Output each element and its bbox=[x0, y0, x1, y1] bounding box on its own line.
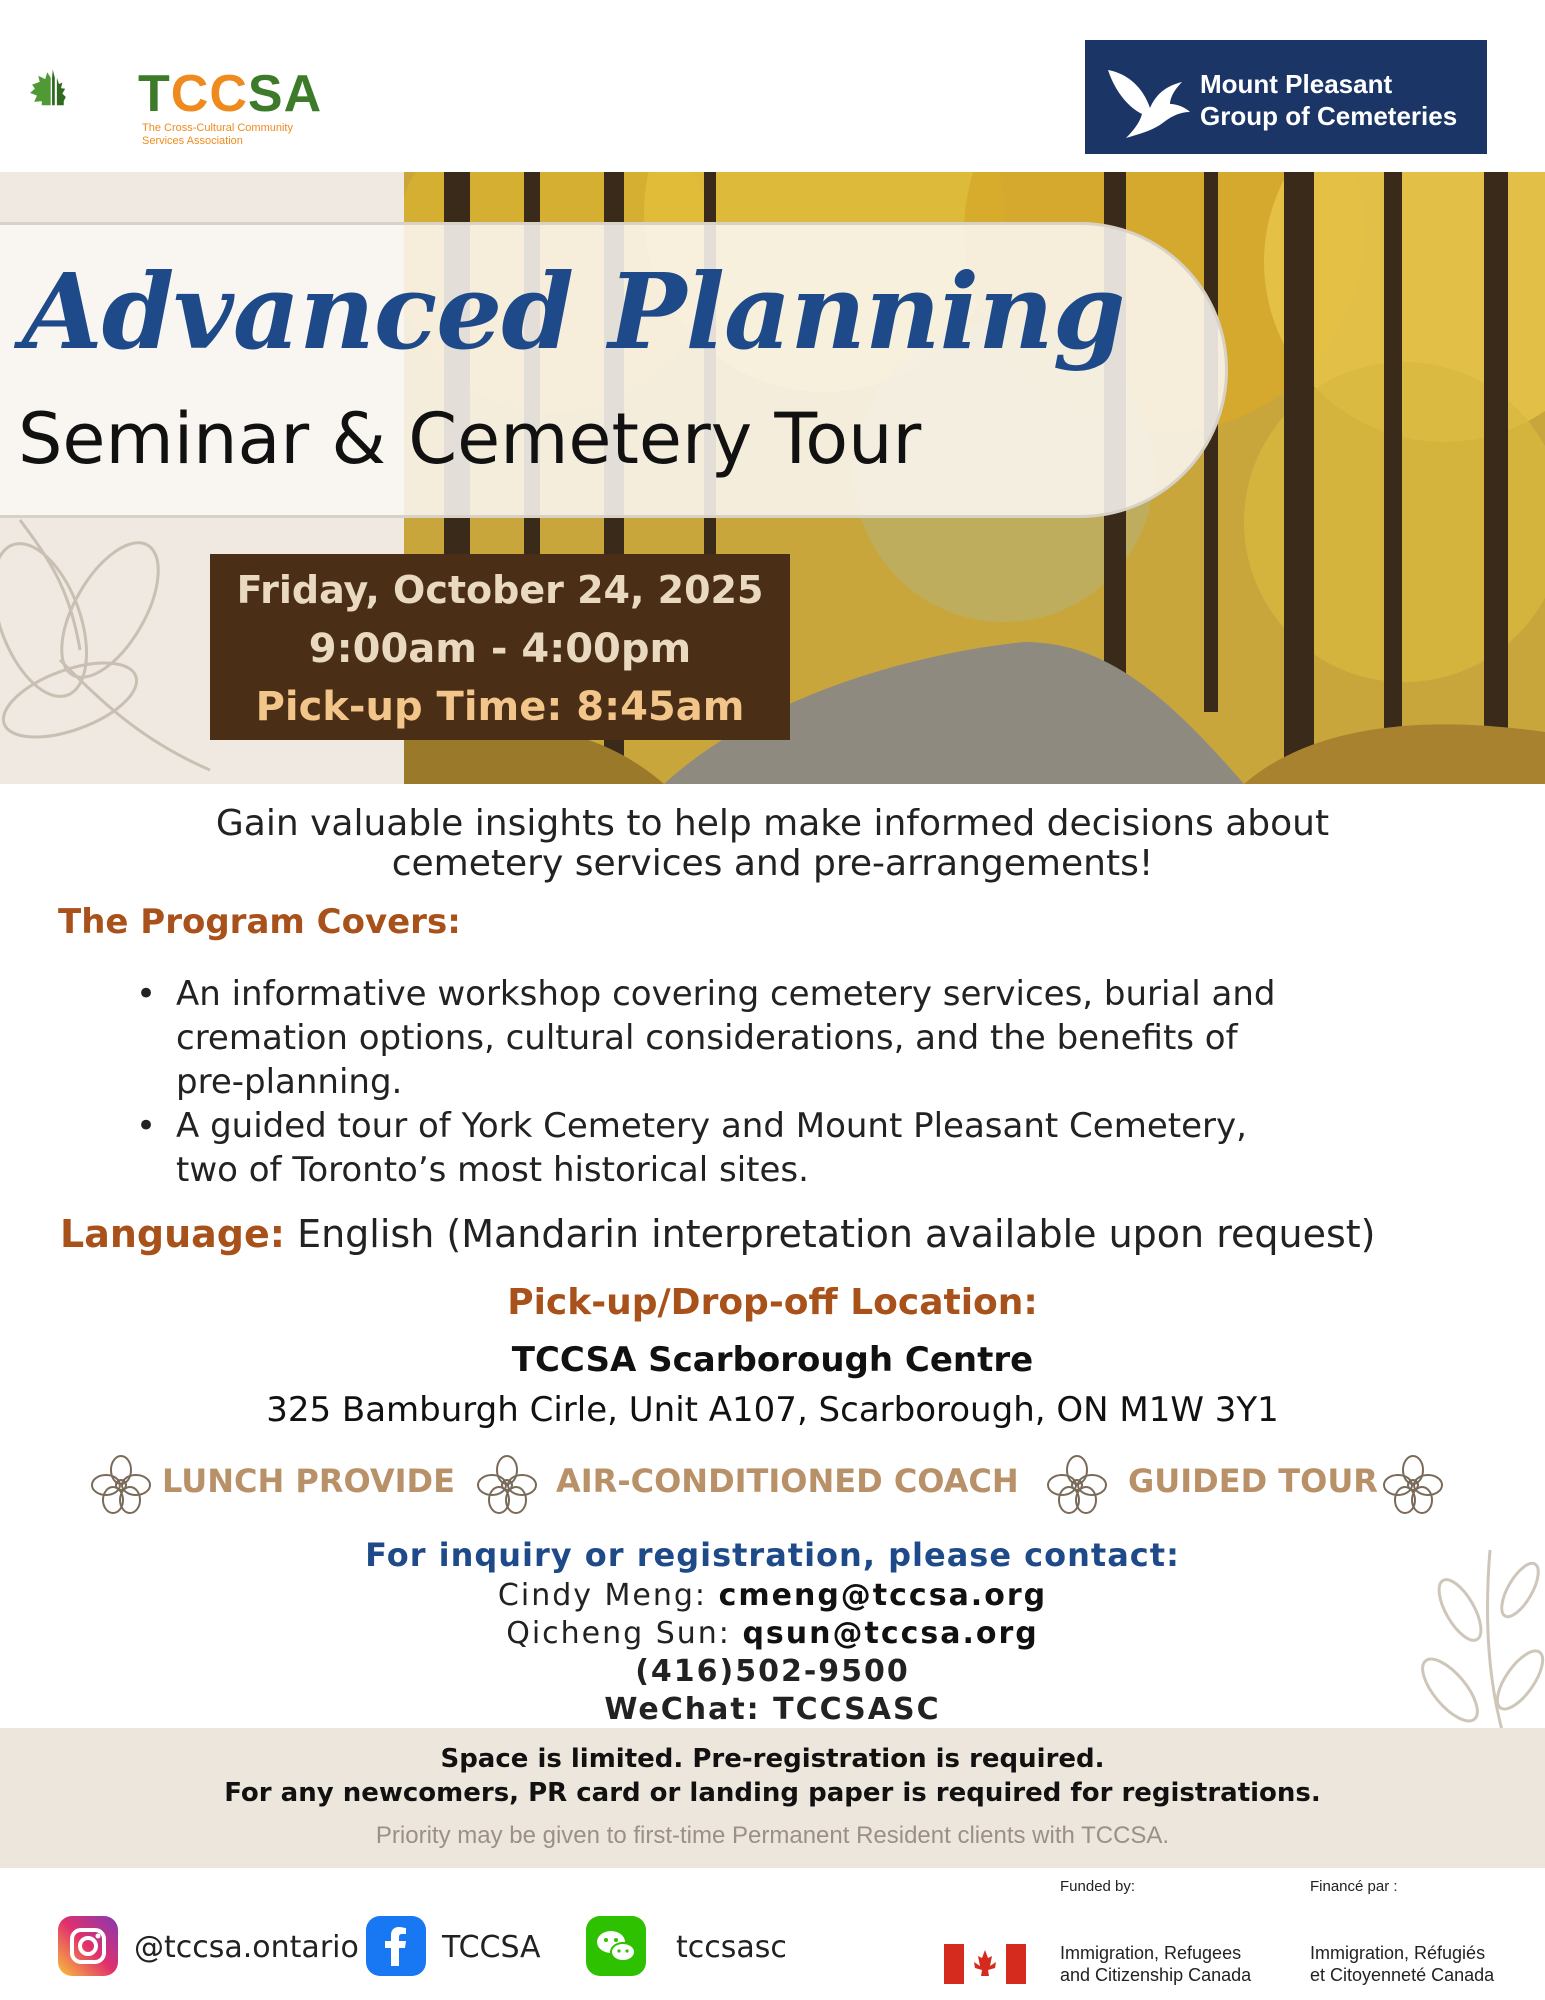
notice-line-1: Space is limited. Pre-registration is required. bbox=[440, 1744, 1105, 1774]
tccsa-subtitle: The Cross-Cultural Community Services Association bbox=[142, 122, 293, 147]
contact-phone[interactable]: (416)502-9500 bbox=[635, 1654, 910, 1689]
email-link[interactable]: qsun@tccsa.org bbox=[742, 1616, 1039, 1651]
event-time: 9:00am - 4:00pm bbox=[308, 626, 692, 672]
contact-heading: For inquiry or registration, please contact: bbox=[365, 1536, 1180, 1574]
contact-cindy: Cindy Meng: cmeng@tccsa.org bbox=[497, 1578, 1048, 1613]
location-address: 325 Bamburgh Cirle, Unit A107, Scarborough, ON M1W 3Y1 bbox=[266, 1390, 1279, 1430]
contact-qicheng: Qicheng Sun: qsun@tccsa.org bbox=[506, 1616, 1039, 1651]
tccsa-wordmark: TCCSA bbox=[138, 65, 323, 123]
notice-line-3: Priority may be given to first-time Permanent Resident clients with TCCSA. bbox=[375, 1822, 1170, 1849]
flower-illustration-icon bbox=[0, 500, 230, 780]
program-list bbox=[130, 972, 1460, 1192]
flower-icon bbox=[474, 1452, 540, 1518]
feature-lunch: LUNCH PROVIDE bbox=[162, 1462, 455, 1500]
funded-by-label: Funded by: bbox=[1060, 1878, 1136, 1895]
notice-line-2: For any newcomers, PR card or landing paper is required for registrations. bbox=[224, 1778, 1321, 1808]
wechat-icon[interactable] bbox=[586, 1916, 646, 1976]
event-title: Advanced Planning bbox=[22, 250, 1125, 373]
irc-french: Immigration, Réfugiés et Citoyenneté Canada bbox=[1310, 1943, 1495, 1985]
feature-coach: AIR-CONDITIONED COACH bbox=[556, 1462, 1019, 1500]
event-date: Friday, October 24, 2025 bbox=[236, 568, 764, 612]
pickup-time: Pick-up Time: 8:45am bbox=[255, 684, 745, 730]
facebook-icon[interactable] bbox=[366, 1916, 426, 1976]
intro-text: Gain valuable insights to help make informed decisions about cemetery services and pre-arrangements! bbox=[215, 803, 1330, 884]
dove-icon bbox=[1100, 50, 1195, 145]
language-line: Language: English (Mandarin interpretation available upon request) bbox=[60, 1212, 1376, 1256]
location-heading: Pick-up/Drop-off Location: bbox=[507, 1282, 1038, 1323]
flower-icon bbox=[1380, 1452, 1446, 1518]
feature-guided-tour: GUIDED TOUR bbox=[1128, 1462, 1378, 1500]
list-item: • A guided tour of York Cemetery and Mount Pleasant Cemetery, two of Toronto’s most historical sites. bbox=[136, 1106, 1247, 1190]
program-heading: The Program Covers: bbox=[58, 902, 461, 942]
tccsa-maple-leaf-icon bbox=[28, 26, 138, 146]
irc-english: Immigration, Refugees and Citizenship Canada bbox=[1060, 1943, 1252, 1985]
wechat-handle[interactable]: tccsasc bbox=[676, 1930, 787, 1965]
finance-par-label: Financé par : bbox=[1310, 1878, 1398, 1895]
flower-icon bbox=[88, 1452, 154, 1518]
location-name: TCCSA Scarborough Centre bbox=[511, 1340, 1034, 1380]
partner-logo-text: Mount Pleasant Group of Cemeteries bbox=[1200, 69, 1458, 131]
instagram-handle[interactable]: @tccsa.ontario bbox=[134, 1930, 359, 1965]
contact-wechat: WeChat: TCCSASC bbox=[604, 1692, 941, 1727]
flower-icon bbox=[1044, 1452, 1110, 1518]
instagram-icon[interactable] bbox=[58, 1916, 118, 1976]
event-subtitle: Seminar & Cemetery Tour bbox=[18, 398, 922, 480]
bullet-icon: • bbox=[136, 974, 157, 1014]
email-link[interactable]: cmeng@tccsa.org bbox=[718, 1578, 1048, 1613]
facebook-handle[interactable]: TCCSA bbox=[442, 1930, 541, 1965]
bullet-icon: • bbox=[136, 1106, 157, 1146]
list-item: • An informative workshop covering cemetery services, burial and cremation options, cultural considerations, and the benefits of pre-planning. bbox=[136, 974, 1276, 1102]
canada-flag-icon bbox=[944, 1944, 1026, 1984]
